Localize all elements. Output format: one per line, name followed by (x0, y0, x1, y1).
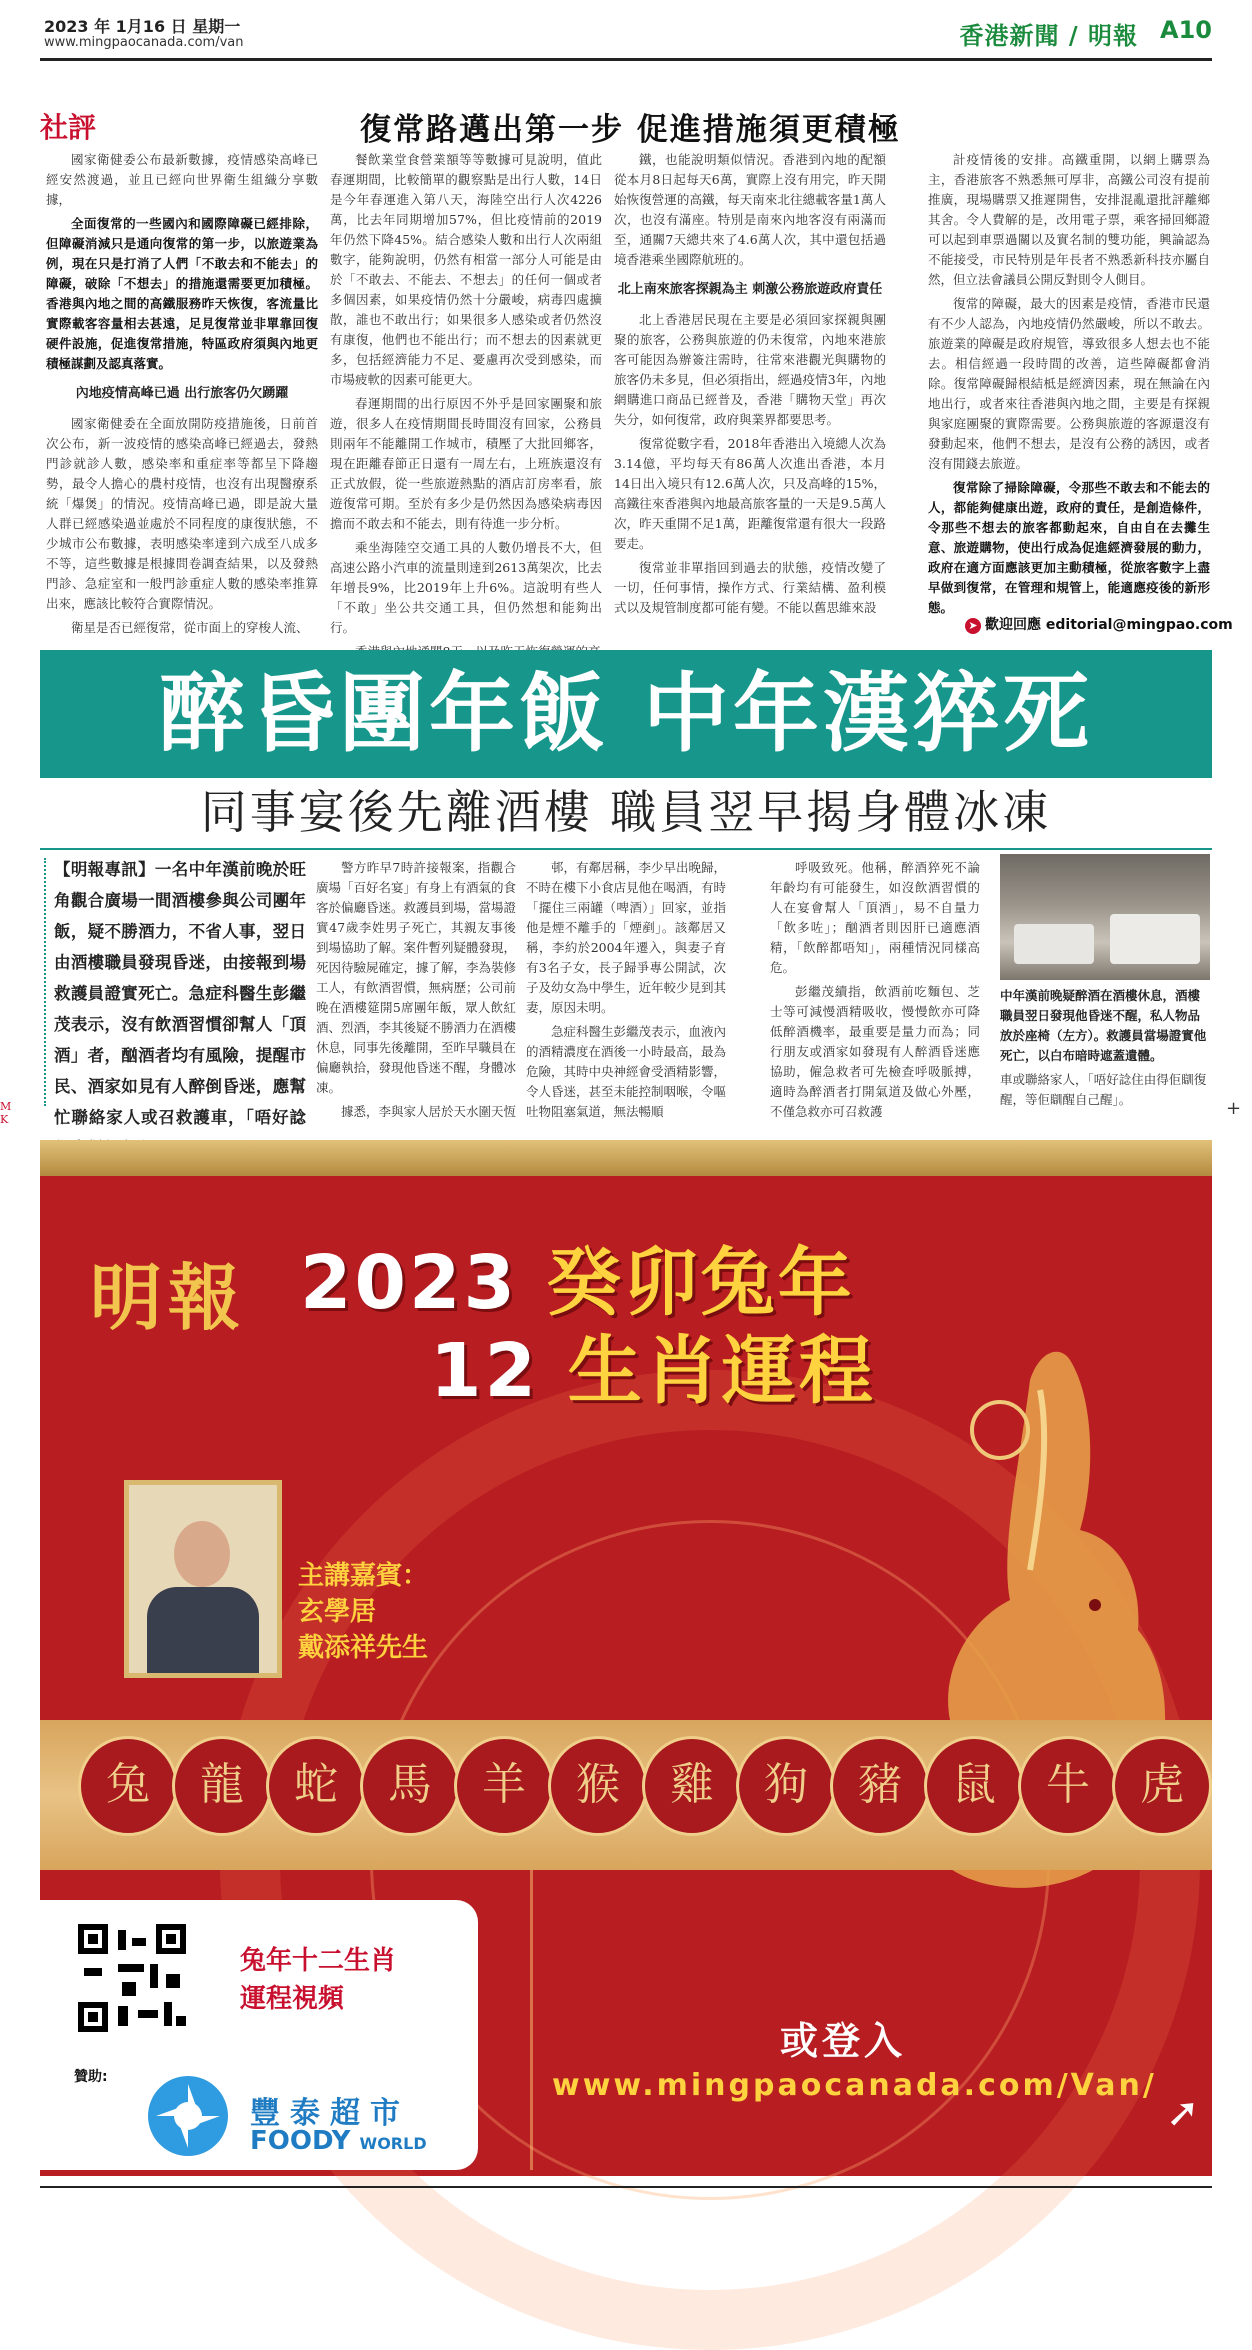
paragraph: 計疫情後的安排。高鐵重開，以網上購票為主，香港旅客不熟悉無可厚非，高鐵公司沒有提前推廣，現場購票又推遲開售，安排混亂還批評離鄉其舍。令人費解的是，改用電子票，乘客掃回鄉證可以起到車票過關以及實名制的雙功能，興論認為不能接受，市民特別是年長者不熟悉新科技亦屬自然，但立法會議員公開反對則令人側目。 (928, 152, 1210, 287)
paragraph: 彭繼茂續指，飲酒前吃麵包、芝士等可減慢酒精吸收，慢慢飲亦可降低醉酒機率，最重要是量力而為；同行朋友或酒家如發現有人醉酒昏迷應協助，僱急救者可先檢查呼吸脈搏，適時為醉酒者打開氣道及做心外壓，不僅急救亦可召救護 (770, 984, 980, 1119)
paragraph: 鐵，也能說明類似情況。香港到內地的配額從本月8日起每天6萬，實際上沒有用完，昨天開始恢復營運的高鐵，每天南來北往總載客量1萬人次，也沒有滿座。特別是南來內地客沒有兩滿而至，通關7天總共來了4.6萬人次，其中還包括過境香港乘坐國際航班的。 (614, 152, 886, 267)
zodiac-tiger-icon: 虎 (1112, 1736, 1212, 1836)
paragraph: 北上香港居民現在主要是必須回家探親與團聚的旅客，公務與旅遊的仍未復常，內地來港旅客可能因為辦簽注需時，往常來港觀光與購物的旅客仍未多見，但必須指出，經過疫情3年，內地網購進口商品已經普及，香港「購物天堂」再次失分，如何復常，政府與業界都要思考。 (614, 312, 886, 427)
paragraph: 警方昨早7時許接報案，指觀合廣場「百好名宴」有身上有酒氣的食客於偏廳昏迷。救護員到場，當場證實47歲李姓男子死亡，其親友事後到場協助了解。案件暫列疑體發現，死因待驗屍確定，據了解，李為裝修工人，有飲酒習慣，無病歷；公司前晚在酒樓筵開5席團年飯，眾人飲紅酒、烈酒，李其後疑不勝酒力在酒樓休息，同事先後離開，至昨早職員在偏廳執拾，發現他昏迷不醒，身體冰凍。 (316, 860, 517, 1095)
cursor-arrow-icon: ➚ (1166, 2090, 1200, 2136)
contact-label: 歡迎回應 (985, 617, 1041, 633)
guest-portrait (124, 1480, 282, 1678)
paragraph: 復常並非單指回到過去的狀態，疫情改變了一切，任何事情，操作方式、行業結構、盈利模式以及規管制度都可能有變。不能以舊思維來設 (614, 560, 886, 615)
zodiac-rat-icon: 鼠 (924, 1736, 1024, 1836)
news-column-5-tail: 車或聯絡家人，「唔好諗住由得佢瞓復醒，等佢瞓醒自己醒」。 (1000, 1072, 1207, 1107)
ad-title-zodiac: 生肖運程 (567, 1328, 876, 1414)
paragraph: 餐飲業堂食營業額等等數據可見說明，值此春運期間，比較簡單的觀察點是出行人數，14日是今年春運進入第八天，海陸空出行人次4226萬，比去年同期增加57%，但比疫情前的2019年仍然下降45%。結合感染人數和出行人次兩組數字，能夠說明，仍然有相當一部分人可能是由於「不敢去、不能去、不想去」的任何一個或者多個因素，如果疫情仍然十分嚴峻，病毒四處擴散，誰也不敢出行；如果很多人感染或者仍然沒有康復，他們也不能出行；而不想去的因素就更多，包括經濟能力不足、憂慮再次受到感染，而市場疲軟的因素可能更大。 (330, 152, 602, 387)
zodiac-pig-icon: 豬 (830, 1736, 930, 1836)
zodiac-goat-icon: 羊 (454, 1736, 554, 1836)
crop-mark-icon: M K (0, 1100, 12, 1126)
zodiac-snake-icon: 蛇 (266, 1736, 366, 1836)
editorial-column-2 (330, 150, 602, 640)
sponsor-name: 豐泰超市 (250, 2096, 410, 2131)
qr-caption (240, 1942, 396, 2018)
editorial-title: 復常路邁出第一步 促進措施須更積極 (360, 112, 901, 148)
news-rule (40, 848, 1212, 850)
news-headline: 醉昏團年飯 中年漢猝死 (159, 663, 1093, 764)
ad-title-line-2 (430, 1312, 876, 1418)
contact-email[interactable]: editorial@mingpao.com (1045, 617, 1233, 633)
guest-label: 主講嘉賓： (298, 1561, 429, 1591)
paragraph: 呼吸致死。他稱，醉酒猝死不論年齡均有可能發生，如沒飲酒習慣的人在宴會幫人「頂酒」，易不自量力「飲多咗」；酗酒者則因肝已適應酒精，「飲醉都唔知」，兩種情況同樣高危。 (770, 860, 980, 975)
paragraph: 邨，有鄰居稱，李少早出晚歸，不時在樓下小食店見他在喝酒，有時「擺住三兩罐（啤酒）」回家，並指他是煙不離手的「煙剷」。該鄰居又稱，李約於2004年遷入，與妻子育有3名子女，長子歸爭專公開試，次子及幼女為中學生，近年較少見到其妻，原因未明。 (526, 860, 727, 1015)
photo-caption: 中年漢前晚疑醉酒在酒樓休息，酒樓職員翌日發現他昏迷不醒，私人物品放於座椅（左方）。救護員當場證實他死亡，以白布暗時遮蓋遺體。 (1000, 988, 1207, 1063)
guest-info (298, 1558, 428, 1666)
photo-table (1014, 924, 1094, 964)
zodiac-dog-icon: 狗 (736, 1736, 836, 1836)
editorial-column-4 (928, 150, 1210, 615)
qr-code-icon[interactable] (78, 1924, 186, 2032)
paragraph: 春運期間的出行原因不外乎是回家團聚和旅遊，很多人在疫情期間長時間沒有回家，公務員則兩年不能離開工作城市，積壓了大批回鄉客，現在距離春節正日還有一周左右，上班族還沒有正式放假，從一些旅遊熱點的酒店訂房率看，旅遊復常可期。至於有多少是仍然因為感染病毒因擔而不敢去和不能去，則有待進一步分析。 (330, 396, 602, 531)
paragraph-bold: 復常除了掃除障礙，令那些不敢去和不能去的人，都能夠健康出遊，政府的責任，是創造條件，令那些不想去的旅客都動起來，自由自在去攤生意、旅遊購物，使出行成為促進經濟發展的動力，政府在適方面應該更加主動積極，從旅客數字上盡早做到復常，在管理和規管上，能適應疫後的新形態。 (928, 480, 1210, 615)
arrow-right-icon: ➤ (965, 618, 981, 634)
news-lead: 【明報專訊】一名中年漢前晚於旺角觀合廣場一間酒樓參與公司團年飯，疑不勝酒力，不省人事，翌日由酒樓職員發現昏迷，由接報到場救護員證實死亡。急症科醫生彭繼茂表示，沒有飲酒習慣卻幫人「頂酒」者，酗酒者均有風險，提醒市民、酒家如見有人醉倒昏迷，應幫忙聯絡家人或召救護車，「唔好諗 (54, 860, 306, 1127)
registration-mark-icon: + (1226, 1098, 1242, 1119)
sponsor-english-name (250, 2126, 427, 2156)
news-column-4 (770, 858, 980, 1120)
paragraph: 衛星是否已經復常，從市面上的穿梭人流、 (71, 620, 309, 635)
paragraph: 國家衛健委公布最新數據，疫情感染高峰已經安然渡過，並且已經向世界衛生組織分享數據， (46, 152, 318, 207)
portrait-head (174, 1521, 230, 1587)
ad-title-year: 2023 (300, 1240, 518, 1326)
foody-world-logo-icon (148, 2076, 228, 2156)
header-rule (40, 58, 1212, 61)
sponsor-en-sub: WORLD (359, 2134, 427, 2153)
ad-divider (530, 1870, 533, 2170)
editorial-tag: 社評 (40, 111, 97, 144)
zodiac-dragon-icon: 龍 (172, 1736, 272, 1836)
paragraph: 據悉，李與家人居於天水圍天恆 (341, 1104, 517, 1119)
sponsor-en-main: FOODY (250, 2126, 351, 2156)
qr-caption-line-1: 兔年十二生肖 (240, 1946, 397, 1976)
qr-panel (40, 1900, 478, 2170)
section-name: 香港新聞 / 明報 (959, 21, 1138, 50)
paragraph: 復常的障礙，最大的因素是疫情，香港市民還有不少人認為，內地疫情仍然嚴峻，所以不敢去。旅遊業的障礙是政府規管，導致很多人想去也不能去。相信經過一段時間的改善，這些障礙都會消除。復常障礙歸根結柢是經濟因素，現在無論在內地出行，或者來往香港與內地之間，主要是有探親與家庭團聚的實際需要。公務與旅遊的客源還沒有發動起來，他們不想去，是沒有公務的誘因，或者沒有閒錢去旅遊。 (928, 296, 1210, 471)
news-subheadline: 同事宴後先離酒樓 職員翌早揭身體冰凍 (200, 785, 1052, 839)
paragraph: 國家衛健委在全面放開防疫措施後，日前首次公布，新一波疫情的感染高峰已經過去，發熱門診就診人數，感染率和重症率等都呈下降趨勢，最令人擔心的農村疫情，也沒有出現醫療系統「爆煲」的情況。疫情高峰已過，即是說大量人群已經感染過並處於不同程度的康復狀態，不少城市公布數據，表明感染率達到六成至八成多不等，這些數據是根據問卷調查結果，以及發熱門診、急症室和一般門診重症人數的感染率推算出來，應該比較符合實際情況。 (46, 416, 318, 611)
site-url[interactable]: www.mingpaocanada.com/van (44, 35, 244, 50)
footer-rule (40, 2186, 1212, 2188)
zodiac-advertisement[interactable] (40, 1140, 1212, 2176)
zodiac-ox-icon: 牛 (1018, 1736, 1118, 1836)
portrait-body (147, 1587, 259, 1673)
photo-table (1110, 914, 1200, 964)
ad-url-link[interactable]: www.mingpaocanada.com/Van/ (552, 2068, 1157, 2103)
paragraph: 復常從數字看，2018年香港出入境總人次為3.14億，平均每天有86萬人次進出香港，本月14日出入境只有12.6萬人次，只及高峰的15%，高鐵往來香港與內地最高旅客量的一天是9.5萬人次，昨天重開不足1萬，距離復常還有很大一段路要走。 (614, 436, 886, 551)
editorial-column-1 (46, 150, 318, 640)
paragraph-bold: 全面復常的一些國內和國際障礙已經排除，但障礙消減只是通向復常的第一步，以旅遊業為例，現在只是打消了人們「不敢去和不能去」的障礙，破除「不想去」的措施還需要更加積極。香港與內地之間的高鐵服務昨天恢復，客流量比實際載客容量相去甚遠，足見復常並非單靠回復硬件設施，促進復常措施，特區政府須與內地更積極謀劃及認真落實。 (46, 216, 318, 371)
zodiac-monkey-icon: 猴 (548, 1736, 648, 1836)
ad-title-number: 12 (430, 1328, 539, 1414)
or-login-label: 或登入 (780, 2019, 907, 2063)
paragraph: 乘坐海陸空交通工具的人數仍增長不大，但高速公路小汽車的流量則達到2613萬架次，比去年增長9%，比2019年上升6%。這說明有些人「不敢」坐公共交通工具，但仍然想和能夠出行。 (330, 540, 602, 635)
editorial-column-3 (614, 150, 886, 640)
mingpao-logo: 明報 (90, 1255, 247, 1340)
editorial-contact (965, 614, 1233, 634)
sponsor-label: 贊助: (74, 2069, 108, 2085)
news-column-2 (316, 858, 516, 1120)
news-photo (1000, 854, 1210, 980)
ad-gold-border (40, 1140, 1212, 1176)
guest-name: 戴添祥先生 (298, 1633, 429, 1663)
issue-date: 2023 年 1月16 日 星期一 (44, 17, 241, 36)
zodiac-rooster-icon: 雞 (642, 1736, 742, 1836)
subheading: 內地疫情高峰已過 出行旅客仍欠踴躍 (75, 386, 289, 401)
page-number: A10 (1160, 16, 1212, 44)
news-column-3 (526, 858, 726, 1120)
paragraph: 急症科醫生彭繼茂表示，血液內的酒精濃度在酒後一小時最高，最為危險，其時中央神經會受酒精影響，令人昏迷，甚至未能控制咽喉，令嘔吐物阻塞氣道，無法暢順 (526, 1024, 727, 1119)
ad-title-rabbit-year: 癸卯兔年 (546, 1240, 855, 1326)
qr-caption-line-2: 運程視頻 (240, 1984, 345, 2014)
zodiac-horse-icon: 馬 (360, 1736, 460, 1836)
guest-org: 玄學居 (298, 1597, 377, 1627)
subheading: 北上南來旅客探親為主 刺激公務旅遊政府責任 (617, 282, 883, 297)
zodiac-rabbit-icon: 兔 (78, 1736, 178, 1836)
lead-dotted-rule (44, 858, 46, 1106)
